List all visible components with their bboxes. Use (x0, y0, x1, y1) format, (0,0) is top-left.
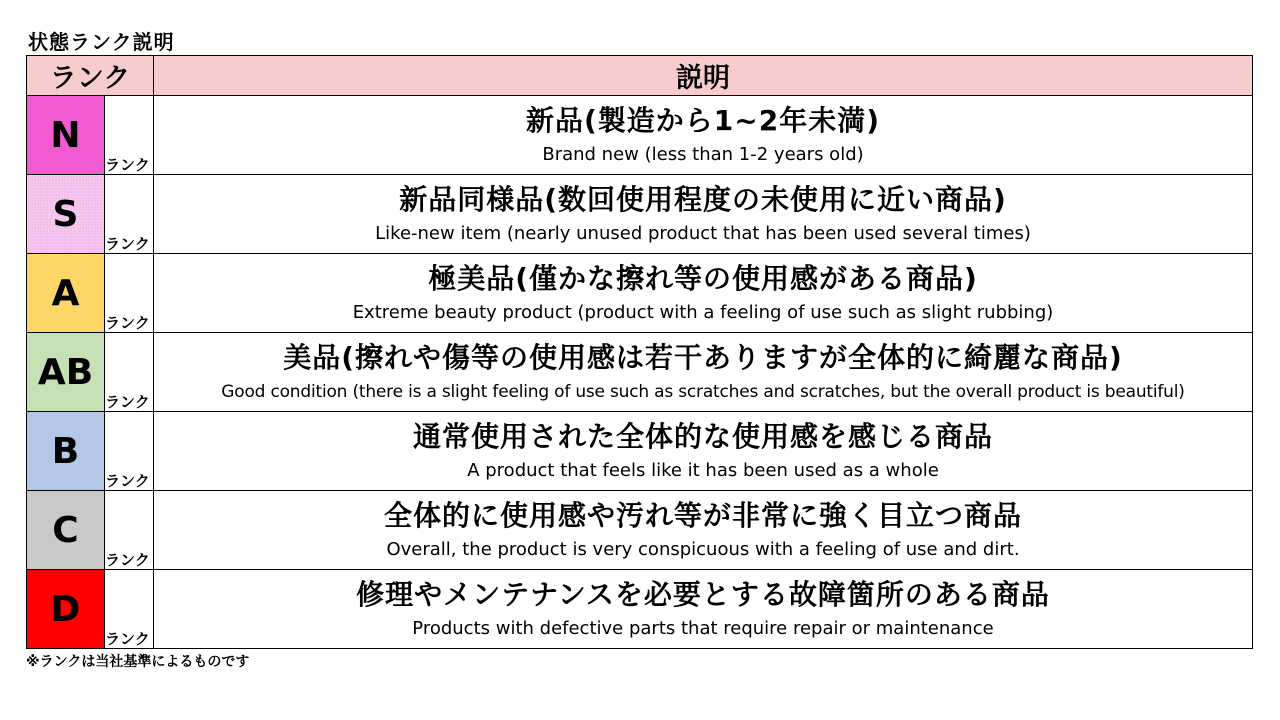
rank-suffix-label: ランク (105, 96, 154, 175)
footnote: ※ランクは当社基準によるものです (26, 654, 250, 670)
description-english: Like-new item (nearly unused product that has been used several times) (375, 223, 1031, 244)
rank-description (154, 254, 1253, 333)
description-english: Brand new (less than 1-2 years old) (542, 144, 864, 165)
rank-table (26, 55, 1253, 649)
table-header-row (27, 56, 1253, 96)
description-japanese: 新品(製造から1~2年未満) (525, 104, 881, 137)
rank-row (27, 175, 1253, 254)
rank-suffix-label: ランク (105, 254, 154, 333)
header-description: 説明 (154, 56, 1253, 96)
rank-description (154, 175, 1253, 254)
rank-row (27, 254, 1253, 333)
rank-suffix-label: ランク (105, 175, 154, 254)
rank-grade-badge: N (27, 96, 105, 175)
rank-description (154, 412, 1253, 491)
description-japanese: 新品同様品(数回使用程度の未使用に近い商品) (399, 183, 1007, 216)
rank-description (154, 570, 1253, 649)
rank-suffix-label: ランク (105, 570, 154, 649)
rank-row (27, 333, 1253, 412)
description-english: A product that feels like it has been used as a whole (467, 460, 939, 481)
rank-description (154, 491, 1253, 570)
rank-grade-badge: S (27, 175, 105, 254)
rank-grade-badge: C (27, 491, 105, 570)
description-japanese: 全体的に使用感や汚れ等が非常に強く目立つ商品 (383, 499, 1022, 532)
description-japanese: 修理やメンテナンスを必要とする故障箇所のある商品 (356, 578, 1050, 611)
rank-grade-badge: D (27, 570, 105, 649)
description-english: Products with defective parts that require repair or maintenance (412, 618, 994, 639)
rank-description (154, 333, 1253, 412)
description-japanese: 通常使用された全体的な使用感を感じる商品 (412, 420, 993, 453)
rank-suffix-label: ランク (105, 412, 154, 491)
description-english: Extreme beauty product (product with a feeling of use such as slight rubbing) (352, 302, 1054, 323)
description-english: Good condition (there is a slight feeling of use such as scratches and scratches, but the overall product is beautiful) (221, 382, 1185, 402)
rank-suffix-label: ランク (105, 491, 154, 570)
rank-description (154, 96, 1253, 175)
rank-grade-badge: B (27, 412, 105, 491)
description-japanese: 美品(擦れや傷等の使用感は若干ありますが全体的に綺麗な商品) (283, 341, 1123, 374)
rank-grade-badge: AB (27, 333, 105, 412)
rank-row (27, 570, 1253, 649)
rank-grade-badge: A (27, 254, 105, 333)
page-title: 状態ランク説明 (28, 30, 175, 54)
rank-suffix-label: ランク (105, 333, 154, 412)
description-english: Overall, the product is very conspicuous with a feeling of use and dirt. (386, 539, 1020, 560)
description-japanese: 極美品(僅かな擦れ等の使用感がある商品) (428, 262, 978, 295)
rank-row (27, 491, 1253, 570)
rank-row (27, 96, 1253, 175)
rank-row (27, 412, 1253, 491)
header-rank: ランク (27, 56, 154, 96)
